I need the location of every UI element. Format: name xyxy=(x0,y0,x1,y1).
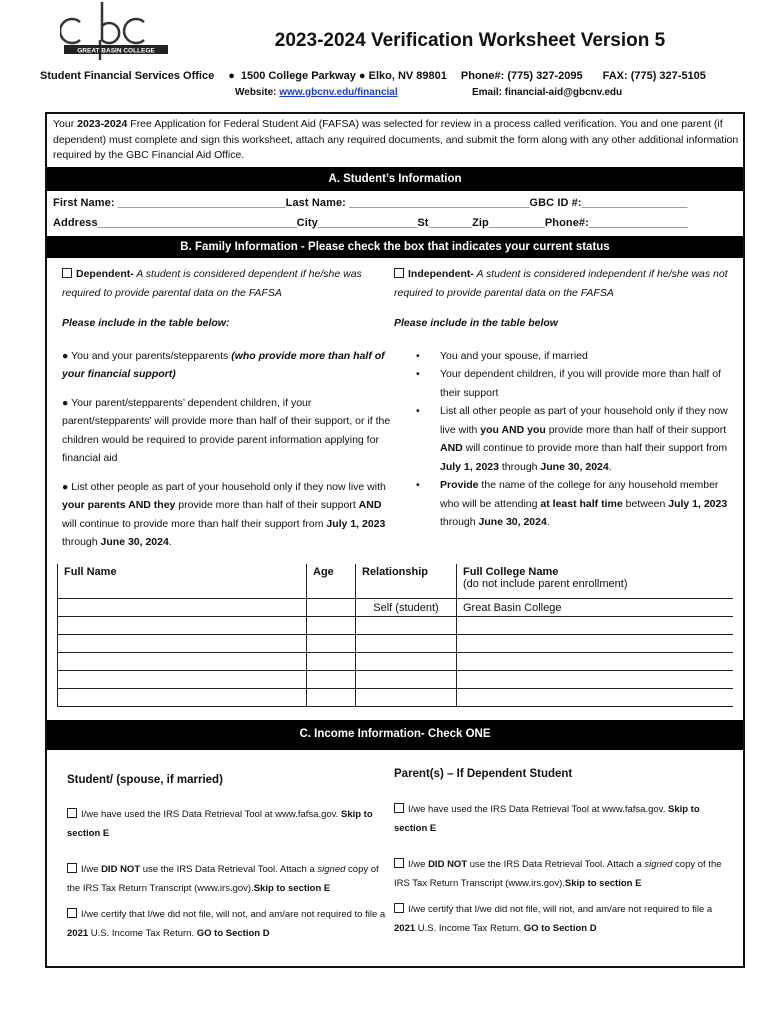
col-relationship: Relationship xyxy=(356,564,457,599)
table-cell[interactable] xyxy=(307,635,356,653)
gbc-logo xyxy=(60,0,170,62)
intro-paragraph: Your 2023-2024 Free Application for Federal Student Aid (FAFSA) was selected for review in a process called verification. You and one parent (if dependent) must complete and sign this worksheet, attach any required documents, and submit the form along with any other additional information required by the GBC Financial Aid Office. xyxy=(53,118,739,161)
parent-transcript-checkbox[interactable] xyxy=(394,858,404,868)
table-cell[interactable] xyxy=(58,635,307,653)
dependent-checkbox[interactable] xyxy=(62,268,72,278)
student-drt-checkbox[interactable] xyxy=(67,808,77,818)
independent-bullet-2: • Your dependent children, if you will provide more than half of their support xyxy=(440,365,739,402)
parent-income-heading: Parent(s) – If Dependent Student xyxy=(394,768,573,780)
email-line: Email: financial-aid@gbcnv.edu xyxy=(472,87,623,98)
dependent-bullet-3: ● List other people as part of your household only if they now live with your parents AND they provide more than half of their support AND will continue to provide more than half their support from July 1, 2023 through June 30, 2024. xyxy=(62,480,386,548)
table-cell[interactable] xyxy=(356,635,457,653)
independent-bullet-3: • List all other people as part of your household only if they now live with you AND you provide more than half of their support AND will continue to provide more than half their support from July 1, 2023 through June 30, 2024. xyxy=(440,402,739,476)
student-income-heading: Student/ (spouse, if married) xyxy=(67,774,223,786)
table-cell[interactable] xyxy=(307,599,356,617)
table-cell[interactable] xyxy=(58,599,307,617)
table-cell[interactable] xyxy=(457,689,734,707)
table-cell[interactable] xyxy=(58,617,307,635)
independent-checkbox[interactable] xyxy=(394,268,404,278)
table-row xyxy=(58,599,734,617)
table-cell[interactable] xyxy=(58,671,307,689)
parent-option-nonfiler[interactable]: I/we certify that I/we did not file, will not, and am/are not required to file a 2021 U.S. Income Tax Return. GO to Section D xyxy=(394,904,713,934)
table-row xyxy=(58,617,734,635)
student-transcript-checkbox[interactable] xyxy=(67,863,77,873)
table-cell[interactable] xyxy=(356,653,457,671)
table-cell[interactable] xyxy=(457,671,734,689)
table-cell[interactable]: Great Basin College xyxy=(457,599,734,617)
independent-bullet-4: • Provide the name of the college for any household member who will be attending at least half time between July 1, 2023 through June 30, 2024. xyxy=(440,476,739,532)
household-table xyxy=(57,564,733,707)
dependent-bullet-1: ● You and your parents/stepparents (who provide more than half of your financial support) xyxy=(62,349,385,380)
office-contact-line: Student Financial Services Office ● 1500 College Parkway ● Elko, NV 89801 Phone#: (775) 327-2095 FAX: (775) 327-5105 xyxy=(40,70,706,82)
student-name-row[interactable]: First Name: ___________________________Last Name: _____________________________GBC ID #:_________________ xyxy=(53,197,688,209)
student-option-drt[interactable]: I/we have used the IRS Data Retrieval Tool at www.fafsa.gov. Skip to section E xyxy=(67,809,373,839)
office-city: Elko, NV 89801 xyxy=(368,70,447,82)
independent-include-label: Please include in the table below xyxy=(394,317,558,329)
section-b-header: B. Family Information - Please check the box that indicates your current status xyxy=(47,236,743,258)
office-phone: Phone#: (775) 327-2095 xyxy=(460,70,583,82)
page-title: 2023-2024 Verification Worksheet Version 5 xyxy=(274,30,666,51)
website-link[interactable]: www.gbcnv.edu/financial xyxy=(279,87,398,98)
table-cell[interactable] xyxy=(307,671,356,689)
website-line: Website: www.gbcnv.edu/financial xyxy=(235,87,398,98)
table-cell[interactable] xyxy=(58,689,307,707)
table-cell[interactable] xyxy=(356,689,457,707)
office-fax: FAX: (775) 327-5105 xyxy=(602,70,706,82)
parent-nonfiler-checkbox[interactable] xyxy=(394,903,404,913)
table-row xyxy=(58,653,734,671)
col-age: Age xyxy=(307,564,356,599)
independent-bullet-1: • You and your spouse, if married xyxy=(440,347,739,366)
table-cell[interactable] xyxy=(307,617,356,635)
dependent-column: Dependent- A student is considered dependent if he/she was required to provide parental data on the FAFSA Please include in the table below: ● You and your parents/stepparents (who provide more than half of your financial support) ● Your parent/stepparents’ dependent children, if your parent/stepparents’ will provide more than half of their support, or if the children would be required to provide parent information applying for financial aid ● List other people as part of your household only if they now live with your parents AND they provide more than half of their support AND will continue to provide more than half their support from July 1, 2023 through June 30, 2024. xyxy=(62,265,392,562)
office-address: 1500 College Parkway xyxy=(240,70,356,82)
table-cell[interactable] xyxy=(356,671,457,689)
parent-option-transcript[interactable]: I/we DID NOT use the IRS Data Retrieval Tool. Attach a signed copy of the IRS Tax Return Transcript (www.irs.gov).Skip to section E xyxy=(394,859,722,889)
table-cell[interactable] xyxy=(356,617,457,635)
section-a-header: A. Student’s Information xyxy=(47,167,743,191)
table-cell[interactable] xyxy=(457,653,734,671)
table-row xyxy=(58,689,734,707)
section-c-header: C. Income Information- Check ONE xyxy=(47,720,743,750)
table-row xyxy=(58,635,734,653)
dependent-bullet-2: ● Your parent/stepparents’ dependent children, if your parent/stepparents’ will provide more than half of their support, or if the children would be required to provide parent information applying for financial aid xyxy=(62,396,391,464)
student-option-transcript[interactable]: I/we DID NOT use the IRS Data Retrieval Tool. Attach a signed copy of the IRS Tax Return Transcript (www.irs.gov).Skip to section E xyxy=(67,864,379,894)
col-college: Full College Name (do not include parent enrollment) xyxy=(457,564,734,599)
table-cell[interactable] xyxy=(58,653,307,671)
svg-text:GREAT BASIN COLLEGE: GREAT BASIN COLLEGE xyxy=(77,47,155,55)
student-option-nonfiler[interactable]: I/we certify that I/we did not file, will not, and am/are not required to file a 2021 U.S. Income Tax Return. GO to Section D xyxy=(67,909,386,939)
table-cell[interactable] xyxy=(457,617,734,635)
table-cell[interactable]: Self (student) xyxy=(356,599,457,617)
dependent-include-label: Please include in the table below: xyxy=(62,317,230,329)
col-full-name: Full Name xyxy=(58,564,307,599)
office-name: Student Financial Services Office xyxy=(40,70,215,82)
parent-option-drt[interactable]: I/we have used the IRS Data Retrieval Tool at www.fafsa.gov. Skip to section E xyxy=(394,804,700,834)
table-cell[interactable] xyxy=(307,653,356,671)
independent-column: Independent- A student is considered independent if he/she was not required to provide parental data on the FAFSA Please include in the table below • You and your spouse, if married • Your dependent children, if you will provide more than half of their support • List all other people as part of your household only if they now live with you AND you provide more than half of their support AND will continue to provide more than half their support from July 1, 2023 through June 30, 2024. • Provide the name of the college for any household member who will be attending at least half time between July 1, 2023 through June 30, 2024. xyxy=(394,265,739,532)
table-cell[interactable] xyxy=(457,635,734,653)
student-nonfiler-checkbox[interactable] xyxy=(67,908,77,918)
table-cell[interactable] xyxy=(307,689,356,707)
student-address-row[interactable]: Address________________________________City________________St_______Zip_________Phone#:________________ xyxy=(53,217,689,229)
table-row xyxy=(58,671,734,689)
parent-drt-checkbox[interactable] xyxy=(394,803,404,813)
